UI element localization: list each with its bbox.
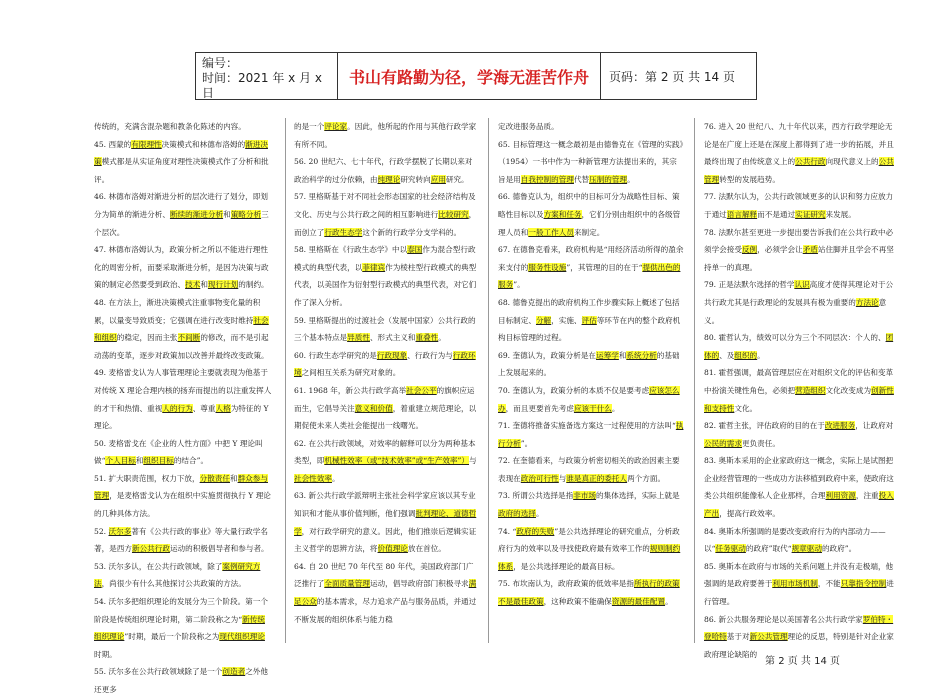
paragraph	[498, 575, 684, 610]
paragraph	[704, 417, 896, 452]
text-run: 向现代意义上的	[825, 157, 879, 167]
text-run: 与	[558, 473, 567, 483]
text-run: 63. 新公共行政学派辩明主张社会科学家应该以其专业知识和才能从事价值判断，他们强调	[294, 491, 476, 519]
highlighted-answer: 渐进决策	[94, 139, 268, 167]
text-run: ，而创立了	[294, 209, 477, 237]
text-run: 著有《公共行政的事业》等大量行政学名著，是西方	[94, 526, 268, 554]
text-run: 和	[200, 280, 208, 290]
highlighted-answer: 利用市场机制	[772, 579, 818, 589]
highlighted-answer: 个人目标	[105, 456, 136, 466]
highlighted-answer: 技术	[185, 280, 201, 290]
paragraph	[704, 558, 896, 611]
highlighted-answer: 纯理论	[377, 174, 401, 184]
text-run: 的基本需求，尽力追求产品与服务品质，并通过不断发展的组织体系与能力稳	[294, 597, 477, 624]
paragraph	[94, 435, 272, 470]
paragraph	[294, 118, 478, 153]
highlighted-answer: 矛盾	[802, 245, 818, 255]
text-run: 79. 正是法默尔选择的哲学	[704, 280, 795, 290]
highlighted-answer: 评论家	[324, 122, 348, 131]
text-run: 45. 西蒙的	[94, 139, 132, 149]
number-label: 编号：	[202, 56, 239, 70]
paragraph	[94, 470, 272, 523]
text-run: 站住脚并且学会不再坚持单一的真理。	[704, 245, 894, 272]
text-run: 76. 进入 20 世纪八、九十年代以来，西方行政学理论无论是在广度上还是在深度上都得到了进一步的拓展，并且最终出现了由传统意义上的	[704, 122, 894, 167]
highlighted-answer: 资源的最佳配置	[611, 597, 666, 607]
text-run: 、形式主义和	[369, 333, 416, 343]
text-run: 84. 奥斯本所强调的是要改变政府行为的内部动力——以“	[704, 526, 886, 554]
text-run: 64. 自 20 世纪 70 年代至 80 年代，美国政府部门广泛推行了	[294, 561, 474, 589]
text-run: 之间相互关系为研究对象的。	[301, 368, 401, 378]
text-run: 86. 新公共服务理论是以美国著名公共行政学家	[704, 614, 863, 624]
highlighted-answer: 利用资源	[825, 491, 856, 501]
highlighted-answer: 所执行的政策不是最佳政策	[498, 579, 680, 607]
highlighted-answer: 方法论	[855, 297, 879, 307]
paragraph	[498, 452, 684, 487]
text-run: 48. 在方法上，渐进决策模式注重事物变化量的积累，以量变导致质变；它强调在进行改变时维持	[94, 297, 261, 325]
paragraph	[94, 118, 272, 136]
text-run: 82. 霍哲主张，评估政府的目的在于	[704, 421, 825, 431]
paragraph	[498, 523, 684, 576]
text-run: 的集体选择，实际上就是	[596, 491, 680, 501]
paragraph	[704, 188, 896, 223]
highlighted-answer: 行政生态学	[324, 227, 363, 237]
text-run: 。	[627, 174, 635, 184]
paragraph	[704, 118, 896, 188]
column-4	[704, 118, 896, 659]
slogan: 书山有路勤为径，学海无涯苦作舟	[338, 53, 601, 99]
paragraph	[294, 312, 478, 347]
text-run: 56. 20 世纪六、七十年代，行政学摆脱了长期以来对政治科学的过分依赖，由	[294, 157, 473, 184]
highlighted-answer: 语言解释	[726, 209, 758, 219]
highlighted-answer: 批判理论、道德哲学	[294, 509, 477, 536]
text-run: ，让政府对	[855, 421, 894, 431]
paragraph	[94, 188, 272, 241]
text-run: 67. 在德鲁克看来，政府机构是“用经济活动所得的盈余来支付的	[498, 245, 684, 272]
text-run: 和	[618, 350, 627, 360]
highlighted-answer: 运筹学	[596, 350, 619, 360]
text-run: 73. 所谓公共选择是指	[498, 491, 574, 501]
highlighted-answer: 非市场	[573, 491, 597, 501]
text-run: 放在首位。	[407, 544, 446, 554]
text-run: 更负责任。	[741, 438, 780, 448]
text-run: 高度才使得其理论对于公共行政尤其是行政理论的发展具有极为重要的	[704, 280, 894, 307]
time-label: 时间：2021 年 x 月 x 日	[202, 71, 323, 100]
highlighted-answer: 分解	[535, 315, 552, 325]
text-run: 运动的积极倡导者和参与者。	[169, 544, 269, 554]
text-run: 61. 1968 年，新公共行政学高举	[294, 385, 407, 395]
highlighted-answer: 政府的失败	[516, 526, 555, 536]
highlighted-answer: 社会性效率	[294, 473, 332, 483]
highlighted-answer: 罗伯特・登哈特	[704, 614, 894, 642]
text-run: 三个层次。	[94, 209, 269, 237]
text-run: 66. 德鲁克认为，组织中的目标可分为战略性目标、策略性目标以及	[498, 192, 680, 219]
highlighted-answer: 公共管理	[704, 157, 894, 184]
text-run: 51. 扩大职责范围，权力下放，	[94, 473, 200, 483]
highlighted-answer: 不间断	[177, 333, 201, 343]
text-run: 的基础上发展起来的。	[498, 350, 680, 378]
page-label: 页码：第 2 页 共 14 页	[609, 69, 735, 84]
paragraph	[498, 487, 684, 522]
paragraph	[704, 276, 896, 329]
text-run: 的政府”取代“	[745, 544, 792, 554]
text-run: ，提高行政效率。	[719, 509, 780, 519]
text-run: 。	[665, 597, 673, 607]
highlighted-answer: 规章驱动	[791, 544, 822, 554]
text-run: 50. 麦格雷戈在《企业的人性方面》中把 Y 理论叫做“	[94, 438, 263, 466]
highlighted-answer: 方案和任务	[543, 209, 582, 219]
text-run: 49. 麦格雷戈认为人事管理理论主要就表现为他基于对传统 X 理论合理内核的扬弃而提出的以注重发挥人的才干和热情、重视	[94, 368, 272, 413]
text-run: ，而且更要首先考虑	[505, 403, 574, 413]
highlighted-answer: 实证研究	[795, 209, 826, 219]
text-run: 定改进服务品质。	[498, 122, 559, 131]
text-run: 为特征的 Y 理论。	[94, 403, 269, 431]
text-run: 65. 目标管理这一概念最初是由德鲁克在《管理的实践》（1954）一书中作为一种新管理方法提出来的，其宗旨是用	[498, 139, 684, 184]
column-3	[498, 118, 684, 638]
text-run: 转型的发展趋势。	[719, 174, 780, 184]
text-run: 和	[223, 209, 231, 219]
highlighted-answer: 只靠指令控制	[840, 579, 887, 589]
paragraph	[294, 153, 478, 188]
text-run: 文化。	[734, 403, 758, 413]
paragraph	[294, 382, 478, 435]
text-run: 的是一个	[294, 122, 325, 131]
highlighted-answer: 评估	[581, 315, 597, 325]
paragraph	[498, 417, 684, 452]
text-run: 和	[135, 456, 144, 466]
text-run: 作为棱柱型行政模式的典型代表，以美国作为衍射型行政模式的典型代表，对它们作了深入分析。	[294, 262, 477, 307]
text-run: 的旗帜应运而生，它倡导关注	[294, 385, 475, 413]
text-run: 传统的，充满含混杂题和教条化陈述的内容。	[94, 122, 246, 131]
text-run: 60. 行政生态学研究的是	[294, 350, 377, 360]
highlighted-answer: 自我控制的管理	[520, 174, 574, 184]
highlighted-answer: 认识	[794, 280, 810, 290]
highlighted-answer: 团体的	[704, 333, 894, 360]
highlighted-answer: 意义和价值	[354, 403, 393, 413]
highlighted-answer: 新公共管理	[749, 632, 788, 642]
paragraph	[498, 347, 684, 382]
highlighted-answer: 压制的管理	[589, 174, 628, 184]
highlighted-answer: 策略分析	[230, 209, 262, 219]
paragraph	[294, 435, 478, 488]
text-run: 54. 沃尔多把组织理论的发展分为三个阶段。第一个阶段是传统组织理论时期，第二阶段称之为“	[94, 597, 268, 624]
text-run: ”。	[520, 438, 533, 448]
highlighted-answer: 一般工作人员	[528, 227, 574, 237]
paragraph	[498, 294, 684, 347]
text-run: ”，其管理的目的在于“	[566, 262, 643, 272]
text-run: 进行管理。	[704, 579, 894, 607]
highlighted-answer: 组织的	[734, 350, 758, 360]
highlighted-answer: 系统分析	[626, 350, 657, 360]
text-run: 代替	[573, 174, 590, 184]
text-run: 69. 奎德认为，政策分析是在	[498, 350, 597, 360]
highlighted-answer: 改进服务	[824, 421, 856, 431]
paragraph	[94, 294, 272, 364]
column-divider	[285, 118, 286, 643]
paragraph	[94, 364, 272, 434]
text-run: ，不能	[817, 579, 841, 589]
text-run: 和	[230, 473, 238, 483]
highlighted-answer: 政治可行性	[520, 473, 559, 483]
text-run: 85. 奥斯本在政府与市场的关系问题上并没有走极端，他强调的是政府要善于	[704, 561, 894, 589]
text-run: 55. 沃尔多在公共行政领域除了是一个	[94, 667, 223, 677]
highlighted-answer: 比较研究	[438, 209, 469, 219]
text-run: ”。	[513, 280, 525, 290]
paragraph	[294, 241, 478, 311]
column-divider	[694, 118, 695, 643]
text-run: ，着重建立规范理论，以期促使未来人类社会能提出一线曙光。	[294, 403, 477, 431]
paragraph	[498, 188, 684, 241]
text-run: 模式都是从实证角度对理性决策模式作了分析和批评。	[94, 157, 269, 184]
text-run: 59. 里格斯提出的过渡社会（发展中国家）公共行政的三个基本特点是	[294, 315, 476, 343]
text-run: 58. 里格斯在《行政生态学》中以	[294, 245, 408, 255]
highlighted-answer: 创造者	[222, 667, 246, 677]
text-run: 。因此，他所起的作用与其他行政学家有所不同。	[294, 122, 477, 149]
paragraph	[94, 663, 272, 698]
text-run: 62. 在公共行政领域，对效率的解释可以分为两种基本类型，即	[294, 438, 476, 466]
text-run: 57. 里格斯基于对不同社会形态国家的社会经济结构及文化、历史与公共行政之间的相互影响进行	[294, 192, 476, 219]
highlighted-answer: 案例研究方法	[94, 561, 261, 589]
highlighted-answer: 异质性	[347, 333, 370, 343]
text-run: ，它们分别由组织中的各级管理人员和	[498, 209, 681, 237]
text-run: 等环节在内的整个政府机构目标管理的过程。	[498, 315, 681, 343]
highlighted-answer: 行政环境	[294, 350, 476, 378]
paragraph	[94, 523, 272, 558]
text-run: 70. 奎德认为，政策分析的本质不仅是要考虑	[498, 385, 650, 395]
column-1	[94, 118, 272, 694]
text-run: 。	[438, 333, 446, 343]
text-run: 来制定。	[573, 227, 605, 237]
highlighted-answer: 人格	[215, 403, 231, 413]
paragraph	[704, 364, 896, 417]
highlighted-answer: 提供出色的服务	[498, 262, 681, 290]
text-run: 基于对	[726, 632, 750, 642]
text-run: ，是麦格雷戈认为在组织中实施贯彻执行 Y 理论的几种具体方法。	[94, 491, 271, 519]
text-run: 而不是通过	[757, 209, 796, 219]
paragraph	[704, 329, 896, 364]
highlighted-answer: 现行计划	[207, 280, 239, 290]
paragraph	[294, 487, 478, 557]
highlighted-answer: 有限理性	[131, 139, 162, 149]
highlighted-answer: 投入产出	[704, 491, 894, 519]
highlighted-answer: 政府的选择	[498, 509, 536, 519]
highlighted-answer: 新公共行政	[131, 544, 170, 554]
highlighted-answer: 营造组织	[795, 385, 826, 395]
page-footer: 第 2 页 共 14 页	[765, 656, 840, 667]
highlighted-answer: 新传统组织理论	[94, 614, 265, 642]
text-run: 74. “	[498, 526, 517, 536]
text-run: 71. 奎德将推备实施备选方案这一过程使用的方法叫“	[498, 421, 676, 431]
text-run: 、尊重	[192, 403, 216, 413]
highlighted-answer: 社会公平	[406, 385, 437, 395]
text-run: 53. 沃尔多认，在公共行政领域，除了	[94, 561, 223, 571]
highlighted-answer: 沃尔多	[108, 526, 132, 536]
text-run: 46. 林德布洛姆对渐进分析的层次进行了划分，即划分为简单的渐进分析、	[94, 192, 268, 219]
text-run: ，实施、	[551, 315, 582, 325]
highlighted-answer: 服务性设施	[528, 262, 567, 272]
paragraph	[498, 118, 684, 136]
highlighted-answer: 规则制约体系	[498, 544, 681, 571]
highlighted-answer: 重叠性	[415, 333, 439, 343]
text-run: 83. 奥斯本采用的企业家政府这一概念，实际上是试图把企业经营管理的一些成功方法移植到政府中来，使政府这类公共组织能像私人企业那样，合理	[704, 456, 894, 501]
paragraph	[704, 452, 896, 522]
highlighted-answer: 人的行为	[162, 403, 193, 413]
highlighted-answer: 价值理论	[377, 544, 408, 554]
highlighted-answer: 应该怎么办	[498, 385, 680, 413]
column-divider	[488, 118, 489, 643]
highlighted-answer: 应用	[430, 174, 446, 184]
highlighted-answer: 任务驱动	[715, 544, 746, 554]
text-run: 两个方面。	[627, 473, 666, 483]
highlighted-answer: 行政现象	[376, 350, 408, 360]
highlighted-answer: 组织目标	[143, 456, 174, 466]
text-run: 77. 法默尔认为，公共行政领域更多的认识和努力应放力于通过	[704, 192, 894, 219]
highlighted-answer: 应该干什么	[573, 403, 612, 413]
paragraph	[94, 241, 272, 294]
text-run: 研究。	[445, 174, 469, 184]
text-run: 这个新的行政学分支学科的。	[362, 227, 462, 237]
highlighted-answer: 执行分析	[498, 421, 684, 448]
text-run: 文化改变成为	[825, 385, 872, 395]
text-run: ”是公共选择理论的研究重点，分析政府行为的效率以及寻找使政府最有效率工作的	[498, 526, 680, 554]
paragraph	[94, 136, 272, 189]
paragraph	[94, 593, 272, 663]
text-run: ，对行政学研究的意义。因此，他们推崇后逻辑实证主义哲学的思辨方法，将	[294, 526, 477, 554]
text-run: 80. 霍哲认为，绩效可以分为三个不同层次：个人的、	[704, 333, 886, 343]
text-run: 的修改，而不是引起动荡的变革，逐步对政策加以改善并最终改变政策。	[94, 333, 269, 360]
header-meta	[196, 53, 338, 99]
text-run: 来发展。	[825, 209, 856, 219]
highlighted-answer: 现代组织理论	[219, 632, 265, 642]
paragraph	[294, 347, 478, 382]
paragraph	[704, 224, 896, 277]
text-run: 决策模式和林德布洛姆的	[161, 139, 246, 149]
text-run: 81. 霍哲强调，最高管理层应在对组织文化的评估和变革中扮演关键性角色，必须把	[704, 368, 894, 395]
text-run: 之外他还更多	[94, 667, 268, 694]
text-run: 的制约。	[238, 280, 269, 290]
highlighted-answer: 泰国	[407, 245, 423, 255]
highlighted-answer: 断续的渐进分析	[169, 209, 224, 219]
highlighted-answer: 菲律宾	[362, 262, 386, 272]
column-2	[294, 118, 478, 638]
text-run: 时期。	[94, 649, 117, 659]
text-run: 、及	[719, 350, 735, 360]
text-run: 研究转向	[400, 174, 431, 184]
text-run: 作为混合型行政模式的典型代表，以	[294, 245, 476, 272]
highlighted-answer: 谁是真正的委托人	[566, 473, 628, 483]
text-run: 理论的反思，特别是针对企业家政府理论缺陷的	[704, 632, 894, 659]
paragraph	[704, 523, 896, 558]
text-run: ，这种政策不能确保	[543, 597, 612, 607]
text-run: 的结合”。	[173, 456, 209, 466]
text-run: ，必须学会让	[757, 245, 803, 255]
paragraph	[498, 136, 684, 189]
highlighted-answer: 公民的需求	[704, 438, 742, 448]
highlighted-answer: 全面质量管理	[324, 579, 370, 589]
text-run: 75. 布坎南认为，政府政策的低效率是指	[498, 579, 634, 589]
highlighted-answer: 创新性和支持性	[704, 385, 894, 413]
highlighted-answer: 反例	[741, 245, 758, 255]
paragraph	[94, 558, 272, 593]
highlighted-answer: 群众参与管理	[94, 473, 268, 501]
text-run: 的政府”。	[821, 544, 857, 554]
text-run: 52.	[94, 526, 109, 536]
text-run: 72. 在奎德看来，与政策分析密切相关的政治因素主要表现在	[498, 456, 680, 483]
text-run: ”时期，最后一个阶段称之为	[124, 632, 220, 642]
paragraph	[294, 188, 478, 241]
text-run: 运动，倡导政府部门积极寻求	[369, 579, 469, 589]
text-run: 与	[469, 456, 477, 466]
text-run: 47. 林德布洛姆认为，政策分析之所以不能进行理性化的周密分析，而要采取渐进分析，是因为决策与政策的制定必然要受到政治、	[94, 245, 269, 290]
text-run: 。	[611, 403, 620, 413]
paragraph	[498, 382, 684, 417]
text-run: ，注重	[855, 491, 879, 501]
text-run: 。	[535, 509, 544, 519]
text-run: 78. 法默尔甚至更进一步提出要告诉我们在公共行政中必须学会接受	[704, 227, 894, 255]
highlighted-answer: 公共行政	[795, 157, 826, 167]
highlighted-answer: 分散责任	[199, 473, 230, 483]
text-run: 意义。	[704, 297, 887, 325]
highlighted-answer: 社会和组织	[94, 315, 269, 343]
paragraph	[294, 558, 478, 628]
text-run: ，是公共选择理论的最高目标。	[513, 561, 620, 571]
text-run: 68. 德鲁克提出的政府机构工作步骤实际上概述了包括目标制定、	[498, 297, 680, 325]
header-box	[195, 52, 757, 100]
highlighted-answer: 机械性效率（或“技术效率”或“生产效率”）	[324, 456, 469, 466]
text-run: 。	[757, 350, 765, 360]
highlighted-answer: 满足公众	[294, 579, 477, 607]
text-run: ，尚很少有什么其他探讨公共政策的方法。	[101, 579, 246, 589]
text-run: 的稳定，因而主张	[116, 333, 178, 343]
text-run: 。	[331, 473, 340, 483]
text-run: 、行政行为与	[407, 350, 453, 360]
paragraph	[498, 241, 684, 294]
